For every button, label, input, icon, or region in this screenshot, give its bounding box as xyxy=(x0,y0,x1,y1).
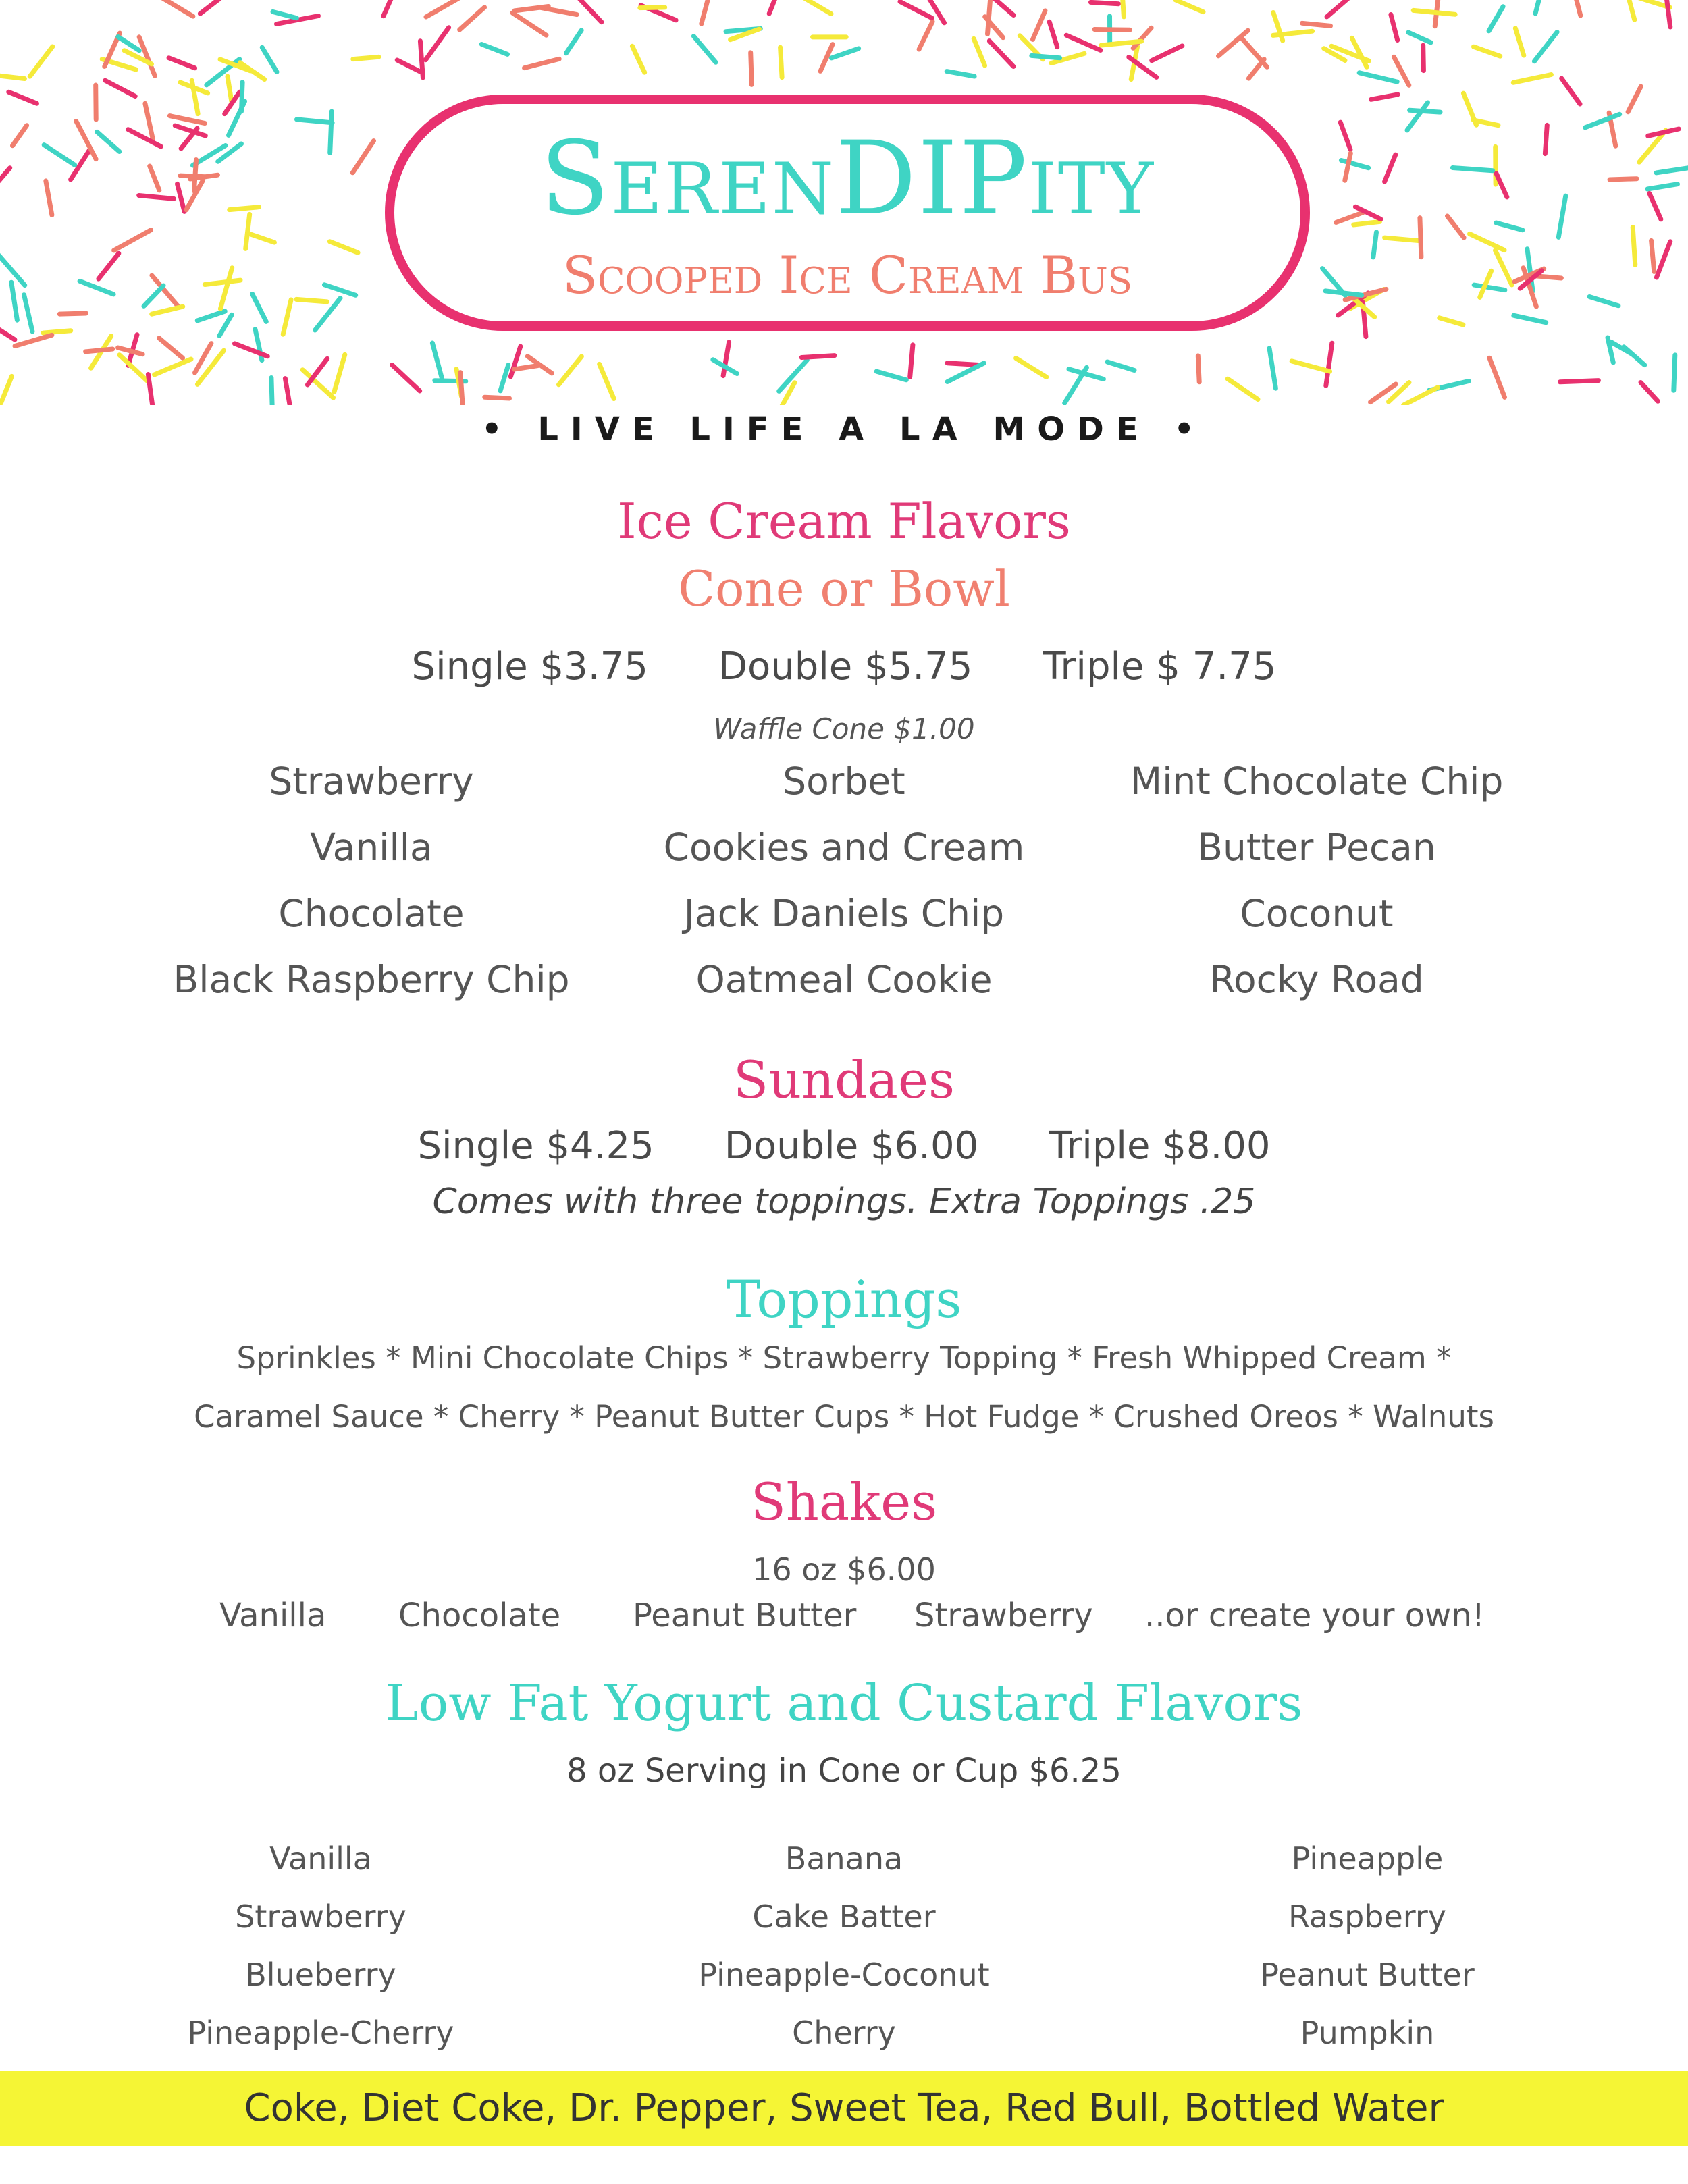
yogurt-item: Pineapple xyxy=(1291,1840,1444,1877)
sprinkle xyxy=(426,0,458,17)
sprinkle xyxy=(30,47,53,76)
sprinkle xyxy=(919,22,932,49)
sprinkle xyxy=(1248,59,1264,78)
flavor-column-2 xyxy=(574,748,1114,1013)
sprinkle xyxy=(947,72,974,76)
sundae-price-double: Double $6.00 xyxy=(724,1124,979,1168)
sprinkle xyxy=(525,59,560,68)
sprinkle xyxy=(481,45,507,55)
sprinkle xyxy=(200,0,219,14)
shake-price: 16 oz $6.00 xyxy=(752,1551,936,1588)
sprinkle xyxy=(1496,174,1507,197)
sprinkle xyxy=(1652,240,1654,271)
sprinkle xyxy=(1325,291,1362,295)
sprinkle xyxy=(178,184,185,211)
sprinkle xyxy=(253,294,267,322)
sprinkle xyxy=(1534,32,1557,61)
sprinkle xyxy=(99,253,119,279)
sprinkle xyxy=(1656,242,1670,277)
sprinkle xyxy=(1515,28,1524,55)
sprinkle xyxy=(105,80,136,96)
sprinkle xyxy=(514,366,538,370)
sprinkle xyxy=(1326,343,1332,385)
sprinkle xyxy=(420,41,423,78)
sprinkle xyxy=(1,376,11,403)
sprinkle xyxy=(1562,78,1580,104)
sundaes-title: Sundaes xyxy=(733,1050,955,1110)
sprinkle xyxy=(1371,95,1398,99)
sprinkle xyxy=(334,354,345,392)
sprinkle xyxy=(510,346,521,377)
sprinkle xyxy=(876,371,906,380)
sprinkle xyxy=(512,13,546,35)
sprinkle xyxy=(1032,55,1060,57)
sprinkle xyxy=(1589,297,1618,306)
sprinkle xyxy=(230,207,259,210)
sprinkle xyxy=(329,242,358,253)
sprinkle xyxy=(539,7,577,15)
sprinkle xyxy=(118,37,140,51)
yogurt-item: Cherry xyxy=(792,2015,896,2051)
sprinkle xyxy=(150,166,159,190)
sprinkle xyxy=(1228,379,1258,399)
sprinkle xyxy=(392,365,420,392)
yogurt-item: Pineapple-Cherry xyxy=(187,2015,454,2051)
sprinkle xyxy=(297,119,333,123)
sprinkle xyxy=(432,343,442,379)
flavor-item: Chocolate xyxy=(278,892,465,935)
sprinkle xyxy=(982,0,1013,16)
sprinkle xyxy=(1628,86,1641,112)
sprinkle xyxy=(1066,35,1101,50)
sprinkle xyxy=(155,359,191,375)
sprinkle xyxy=(801,356,835,358)
shake-flavor: Peanut Butter xyxy=(633,1597,857,1634)
sprinkle xyxy=(1560,381,1599,382)
yogurt-item: Banana xyxy=(785,1840,903,1877)
flavor-item: Butter Pecan xyxy=(1197,826,1436,869)
yogurt-item: Peanut Butter xyxy=(1260,1956,1475,1993)
shake-flavor: Chocolate xyxy=(398,1597,561,1634)
sprinkle xyxy=(1016,358,1047,377)
sprinkle xyxy=(139,37,155,76)
sprinkle xyxy=(148,375,153,406)
sprinkle xyxy=(1345,153,1351,180)
sprinkle xyxy=(947,363,978,365)
sprinkle xyxy=(797,0,831,14)
yogurt-item: Strawberry xyxy=(235,1898,406,1935)
ice-cream-title: Ice Cream Flavors xyxy=(617,493,1071,550)
sprinkle xyxy=(485,397,510,398)
sprinkle xyxy=(1302,23,1331,26)
flavor-item: Black Raspberry Chip xyxy=(173,958,570,1001)
toppings-line-2: Caramel Sauce * Cherry * Peanut Butter Cups * Hot Fudge * Crushed Oreos * Walnuts xyxy=(194,1399,1494,1435)
brand-name: SerenDIPity xyxy=(539,120,1155,238)
flavor-item: Mint Chocolate Chip xyxy=(1130,760,1504,803)
sprinkle xyxy=(1408,32,1431,43)
sprinkle xyxy=(1327,0,1351,17)
sprinkle xyxy=(285,379,290,405)
sprinkle xyxy=(1423,45,1424,70)
sprinkle xyxy=(80,281,113,294)
sprinkle xyxy=(600,364,614,398)
flavor-item: Strawberry xyxy=(269,760,474,803)
flavor-item: Oatmeal Cookie xyxy=(695,958,993,1001)
sprinkle xyxy=(1373,232,1377,257)
sprinkle xyxy=(325,285,356,296)
flavor-item: Cookies and Cream xyxy=(663,826,1025,869)
sprinkle xyxy=(989,41,1013,67)
sprinkle xyxy=(197,311,225,321)
sprinkle xyxy=(1133,28,1151,48)
sprinkle xyxy=(1463,93,1476,125)
yogurt-column-2 xyxy=(574,1830,1114,2062)
sprinkle xyxy=(44,145,75,165)
sprinkle xyxy=(1573,0,1581,16)
sprinkle xyxy=(46,181,52,215)
cone-or-bowl-subtitle: Cone or Bowl xyxy=(678,560,1010,617)
yogurt-item: Pumpkin xyxy=(1300,2015,1435,2051)
sprinkle xyxy=(118,348,143,354)
sprinkle xyxy=(1152,46,1182,61)
sprinkle xyxy=(1545,125,1547,153)
sprinkle xyxy=(1410,110,1440,112)
yogurt-item: Cake Batter xyxy=(752,1898,936,1935)
sprinkle xyxy=(781,47,783,78)
waffle-cone-price: Waffle Cone $1.00 xyxy=(713,712,975,745)
yogurt-item: Raspberry xyxy=(1288,1898,1447,1935)
sprinkle xyxy=(1535,0,1542,14)
sprinkle xyxy=(128,130,161,147)
sprinkle xyxy=(1198,356,1199,382)
sprinkle xyxy=(769,0,779,14)
sprinkle xyxy=(13,126,27,146)
sprinkle xyxy=(1665,0,1670,27)
sprinkle xyxy=(1656,167,1688,173)
sprinkle xyxy=(1626,0,1635,20)
sprinkle xyxy=(693,36,716,63)
sprinkle xyxy=(352,141,373,173)
sprinkle xyxy=(15,335,52,346)
sprinkle xyxy=(43,331,71,333)
sprinkle xyxy=(1391,15,1398,41)
sprinkle xyxy=(1474,47,1500,56)
sprinkle xyxy=(900,1,932,18)
shakes-title: Shakes xyxy=(750,1472,938,1532)
flavor-item: Sorbet xyxy=(783,760,905,803)
yogurt-title: Low Fat Yogurt and Custard Flavors xyxy=(385,1674,1303,1732)
flavor-item: Vanilla xyxy=(310,826,433,869)
sprinkle xyxy=(9,92,37,103)
sprinkle xyxy=(831,49,858,58)
sprinkle xyxy=(1496,223,1523,230)
sprinkle xyxy=(250,234,275,242)
sprinkle xyxy=(1091,2,1119,3)
sprinkle xyxy=(1470,234,1505,250)
ice-cream-prices xyxy=(0,645,1688,689)
sprinkle xyxy=(330,111,332,153)
sprinkle xyxy=(194,160,196,191)
shake-flavor: Vanilla xyxy=(219,1597,327,1634)
sprinkle xyxy=(145,103,153,140)
sprinkle xyxy=(220,268,232,309)
sprinkle xyxy=(169,116,205,124)
sprinkle xyxy=(1340,122,1350,149)
sprinkle xyxy=(159,338,183,358)
sprinkle xyxy=(751,53,752,85)
sprinkle xyxy=(1359,73,1397,82)
yogurt-column-3 xyxy=(1097,1830,1637,2062)
sprinkle xyxy=(1354,221,1380,225)
sprinkle xyxy=(160,0,193,16)
price-triple: Triple $ 7.75 xyxy=(1043,645,1277,689)
sprinkle xyxy=(500,365,508,391)
sprinkle xyxy=(59,313,86,314)
sprinkle xyxy=(1674,355,1675,390)
sprinkle xyxy=(1122,0,1124,17)
sprinkle xyxy=(1452,168,1492,171)
shake-flavor: ..or create your own! xyxy=(1144,1597,1485,1634)
sprinkle xyxy=(1624,347,1645,365)
sprinkle xyxy=(0,325,15,340)
sprinkle xyxy=(144,286,163,306)
brand-subtitle: Scooped Ice Cream Bus xyxy=(562,245,1133,305)
sprinkle xyxy=(425,28,448,60)
flavor-column-1 xyxy=(101,748,641,1013)
sprinkle xyxy=(1033,11,1046,40)
sprinkle xyxy=(271,378,272,406)
drinks-banner: Coke, Diet Coke, Dr. Pepper, Sweet Tea, Red Bull, Bottled Water xyxy=(0,2071,1688,2146)
yogurt-column-1 xyxy=(51,1830,591,2062)
sprinkle xyxy=(1385,155,1396,182)
sprinkle xyxy=(296,299,327,302)
sprinkle xyxy=(1107,362,1134,371)
sprinkle xyxy=(1440,318,1463,325)
sprinkle xyxy=(242,82,243,111)
flavor-item: Jack Daniels Chip xyxy=(683,892,1005,935)
sprinkle xyxy=(120,355,149,383)
sprinkle xyxy=(1610,179,1637,180)
sprinkle xyxy=(139,196,174,199)
sundae-prices xyxy=(0,1124,1688,1168)
sprinkle xyxy=(1292,361,1330,371)
yogurt-serving: 8 oz Serving in Cone or Cup $6.25 xyxy=(566,1752,1122,1790)
tagline: • LIVE LIFE A LA MODE • xyxy=(481,410,1207,448)
sprinkle xyxy=(228,76,232,102)
sprinkle xyxy=(1407,103,1428,130)
sprinkle xyxy=(11,282,18,320)
sprinkle xyxy=(1489,7,1503,31)
sprinkle xyxy=(0,168,10,191)
toppings-line-1: Sprinkles * Mini Chocolate Chips * Strawberry Topping * Fresh Whipped Cream * xyxy=(236,1340,1452,1376)
sprinkle xyxy=(24,295,32,331)
sprinkle xyxy=(97,132,120,151)
sprinkle xyxy=(246,214,250,248)
sprinkle xyxy=(1496,250,1512,285)
sprinkle xyxy=(0,76,24,78)
sprinkle xyxy=(460,373,463,405)
sprinkle xyxy=(1641,383,1658,402)
sprinkle xyxy=(1341,161,1368,168)
sprinkle xyxy=(460,7,485,30)
sprinkle xyxy=(1176,0,1203,12)
sprinkle xyxy=(1489,358,1505,397)
sprinkle xyxy=(169,58,195,68)
sprinkle xyxy=(273,11,296,18)
yogurt-item: Blueberry xyxy=(245,1956,396,1993)
sprinkle xyxy=(1336,213,1363,223)
flavor-item: Rocky Road xyxy=(1209,958,1424,1001)
sprinkle xyxy=(566,30,582,53)
sprinkle xyxy=(353,57,379,59)
sprinkle xyxy=(86,349,113,352)
sprinkle xyxy=(1448,216,1465,238)
price-single: Single $3.75 xyxy=(411,645,648,689)
sprinkle xyxy=(397,60,421,72)
sprinkle xyxy=(1413,10,1455,14)
flavor-item: Coconut xyxy=(1240,892,1394,935)
sprinkle xyxy=(219,315,232,336)
sprinkle xyxy=(574,0,602,22)
sundae-price-triple: Triple $8.00 xyxy=(1049,1124,1271,1168)
sprinkle xyxy=(1269,348,1275,388)
sprinkle xyxy=(262,47,277,72)
sprinkle xyxy=(1049,22,1057,47)
sprinkle xyxy=(205,280,240,284)
sprinkle xyxy=(283,300,291,334)
yogurt-item: Pineapple-Coconut xyxy=(698,1956,990,1993)
sprinkle xyxy=(114,230,151,250)
sprinkle xyxy=(559,356,582,385)
sprinkle xyxy=(1513,75,1551,83)
toppings-title: Toppings xyxy=(726,1269,962,1329)
sundae-price-single: Single $4.25 xyxy=(417,1124,654,1168)
sprinkle xyxy=(197,350,223,384)
sprinkle xyxy=(988,0,991,34)
sprinkle xyxy=(1647,184,1678,189)
sprinkle xyxy=(384,0,395,16)
sprinkle xyxy=(1385,238,1421,241)
yogurt-item: Vanilla xyxy=(269,1840,372,1877)
sprinkle xyxy=(640,7,665,8)
sprinkle xyxy=(974,38,984,65)
sprinkle xyxy=(1650,194,1661,219)
sundae-note: Comes with three toppings. Extra Toppings .25 xyxy=(432,1181,1256,1222)
sprinkle xyxy=(152,307,183,314)
sprinkle xyxy=(1633,227,1635,265)
sprinkle xyxy=(1404,388,1438,405)
brand-logo xyxy=(385,95,1310,331)
price-double: Double $5.75 xyxy=(718,645,973,689)
sprinkle xyxy=(910,345,913,377)
sprinkle xyxy=(1474,285,1505,290)
sprinkle xyxy=(632,46,644,72)
flavor-column-3 xyxy=(1047,748,1587,1013)
sprinkle xyxy=(1514,315,1546,323)
sprinkle xyxy=(235,344,268,356)
sprinkle xyxy=(702,0,712,24)
sprinkle xyxy=(1420,218,1421,257)
shake-flavor: Strawberry xyxy=(914,1597,1093,1634)
sprinkle xyxy=(1585,114,1620,128)
sprinkle xyxy=(1558,196,1566,237)
sprinkle xyxy=(96,85,97,119)
